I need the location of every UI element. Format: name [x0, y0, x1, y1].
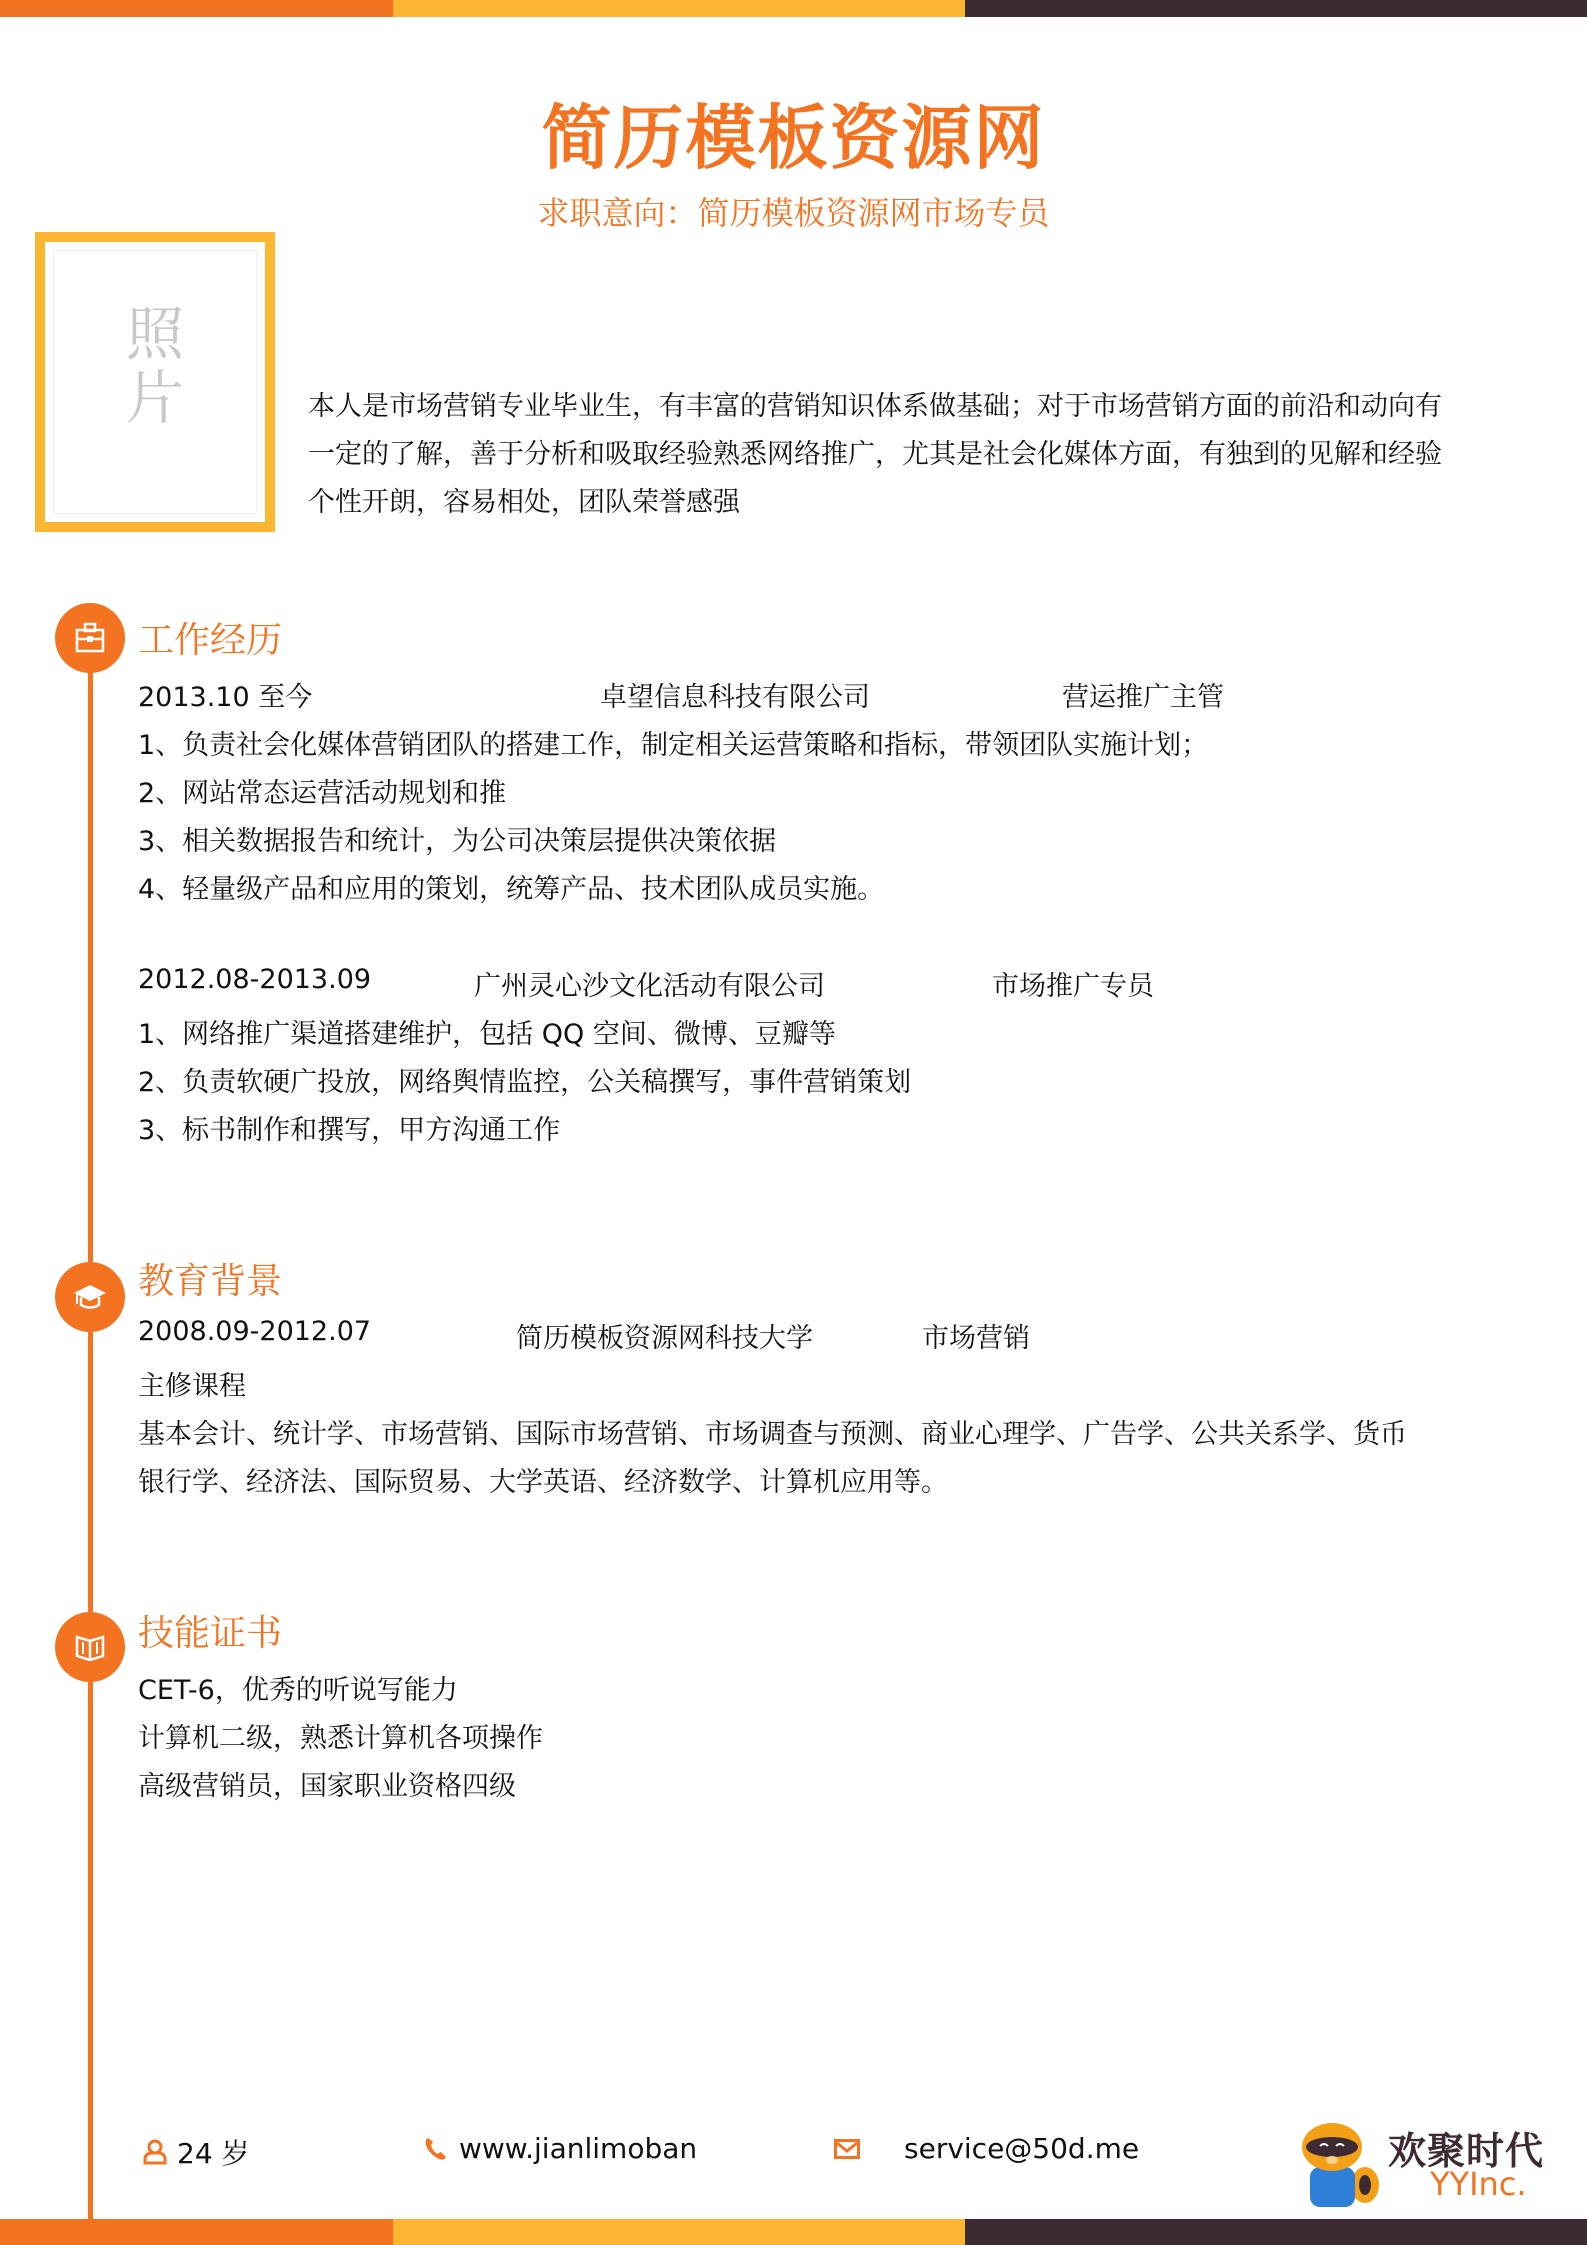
email-text: service@50d.me	[904, 2132, 1140, 2165]
job-duty: 3、相关数据报告和统计，为公司决策层提供决策依据	[138, 826, 777, 857]
graduation-cap-icon	[55, 1262, 125, 1332]
edu-period: 2008.09-2012.07	[138, 1316, 372, 1347]
briefcase-icon	[55, 603, 125, 673]
edu-major: 市场营销	[922, 1323, 1030, 1354]
bottom-color-bar	[0, 2219, 1587, 2245]
courses-label: 主修课程	[138, 1371, 246, 1402]
top-color-bar	[0, 0, 1587, 17]
job-duty: 2、网站常态运营活动规划和推	[138, 778, 507, 809]
logo-subtext: YYInc.	[1430, 2165, 1527, 2203]
page-title: 简历模板资源网	[541, 97, 1046, 179]
book-icon	[55, 1612, 125, 1682]
self-introduction: 本人是市场营销专业毕业生，有丰富的营销知识体系做基础；对于市场营销方面的前沿和动向有一定的了解，善于分析和吸取经验熟悉网络推广，尤其是社会化媒体方面，有独到的见解和经验个性开朗，容易相处，团队荣誉感强	[308, 391, 1442, 518]
job-period: 2013.10 至今	[138, 682, 313, 713]
logo-text: 欢聚时代	[1388, 2129, 1545, 2173]
footer-age	[143, 2132, 250, 2172]
section-title-skills: 技能证书	[138, 1613, 283, 1654]
edu-school: 简历模板资源网科技大学	[516, 1323, 813, 1354]
raccoon-mascot-icon	[1290, 2115, 1385, 2215]
photo-placeholder	[35, 232, 275, 532]
timeline-line	[88, 640, 93, 2220]
job-period: 2012.08-2013.09	[138, 964, 372, 995]
section-title-education: 教育背景	[138, 1261, 283, 1302]
photo-label: 照片	[125, 300, 184, 432]
job-duty: 3、标书制作和撰写，甲方沟通工作	[138, 1115, 561, 1146]
job-company: 卓望信息科技有限公司	[600, 682, 870, 713]
job-company: 广州灵心沙文化活动有限公司	[474, 971, 825, 1002]
person-icon	[143, 2139, 167, 2165]
courses-list: 银行学、经济法、国际贸易、大学英语、经济数学、计算机应用等。	[138, 1467, 948, 1498]
job-objective: 求职意向：简历模板资源网市场专员	[537, 194, 1050, 232]
footer-email	[834, 2132, 1139, 2165]
job-duty: 2、负责软硬广投放，网络舆情监控，公关稿撰写，事件营销策划	[138, 1067, 912, 1098]
job-duty: 4、轻量级产品和应用的策划，统筹产品、技术团队成员实施。	[138, 874, 885, 905]
website-text: www.jianlimoban	[459, 2132, 698, 2165]
job-position: 营运推广主管	[1062, 682, 1224, 713]
section-title-work: 工作经历	[138, 620, 283, 661]
skill-item: CET-6，优秀的听说写能力	[138, 1675, 458, 1706]
phone-icon	[423, 2136, 449, 2162]
skill-item: 高级营销员，国家职业资格四级	[138, 1771, 516, 1802]
job-position: 市场推广专员	[992, 971, 1154, 1002]
courses-list: 基本会计、统计学、市场营销、国际市场营销、市场调查与预测、商业心理学、广告学、公共关系学、货币	[138, 1419, 1407, 1450]
company-logo	[1290, 2115, 1550, 2215]
job-duty: 1、负责社会化媒体营销团队的搭建工作，制定相关运营策略和指标，带领团队实施计划；	[138, 730, 1209, 761]
age-text: 24 岁	[177, 2137, 250, 2170]
job-duty: 1、网络推广渠道搭建维护，包括 QQ 空间、微博、豆瓣等	[138, 1019, 836, 1050]
footer-website	[423, 2132, 697, 2165]
skill-item: 计算机二级，熟悉计算机各项操作	[138, 1723, 543, 1754]
envelope-icon	[834, 2139, 860, 2159]
